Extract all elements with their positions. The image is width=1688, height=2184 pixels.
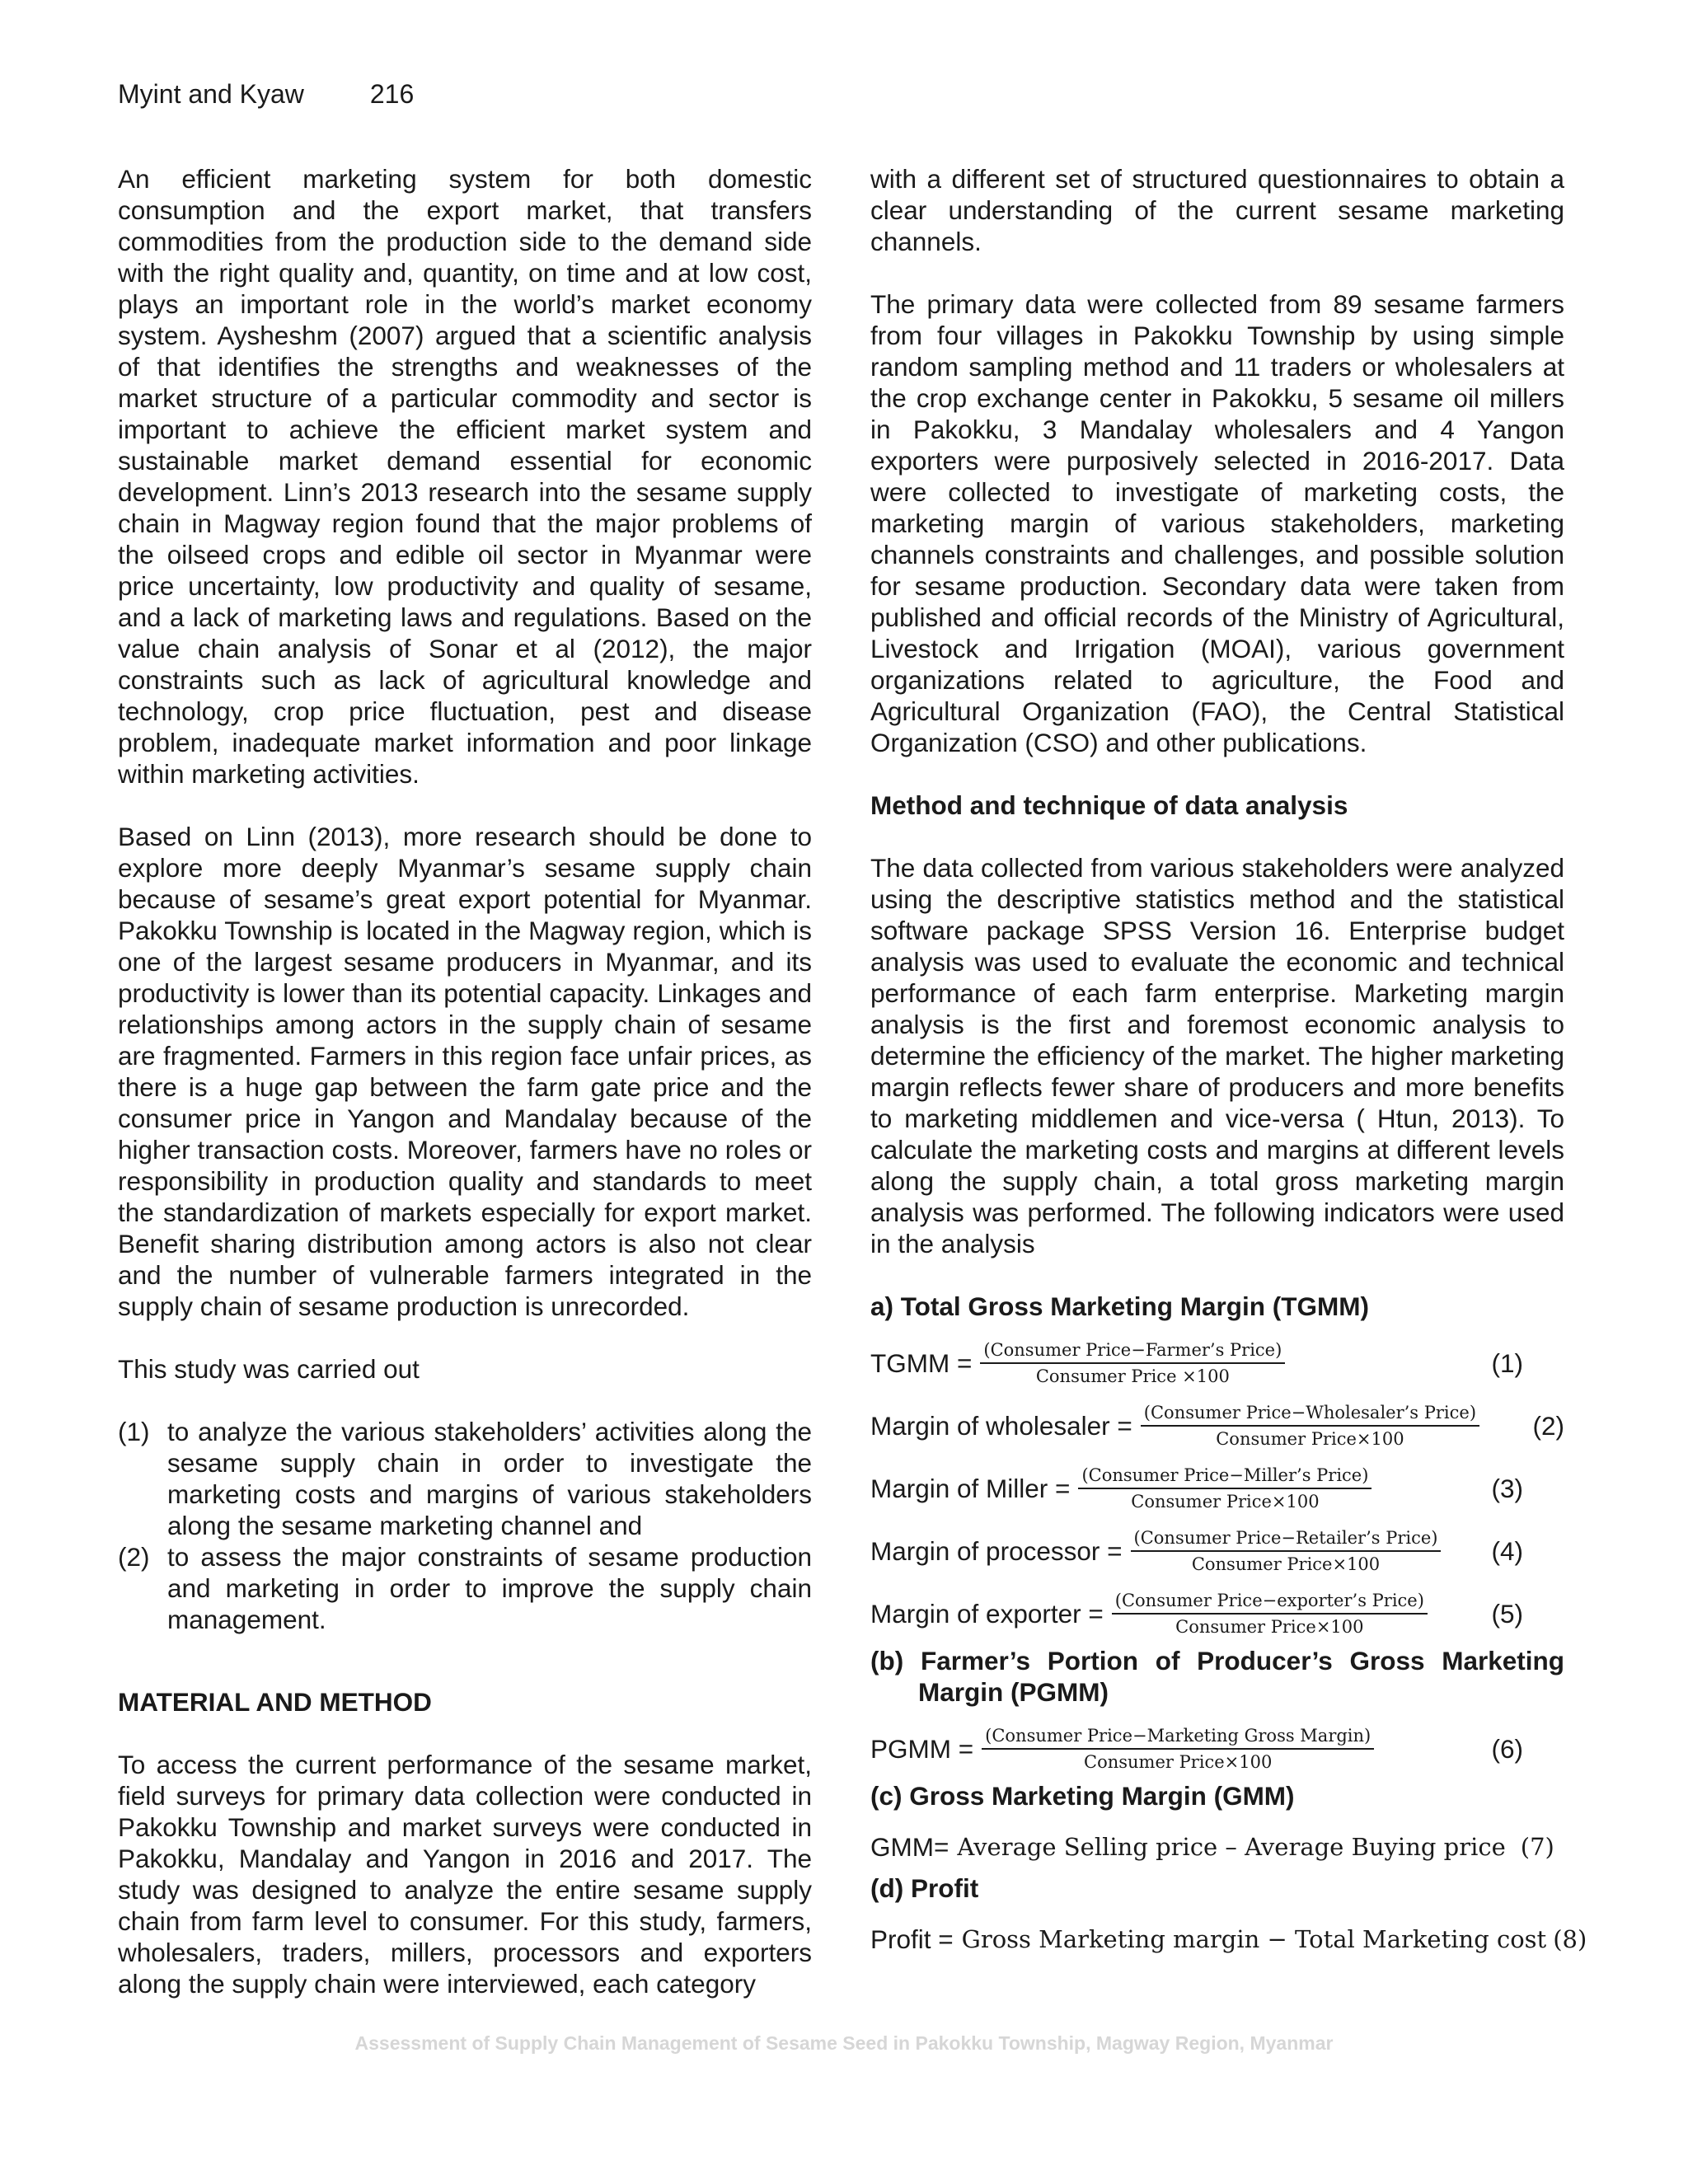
study-aims-list: [118, 1416, 812, 1635]
fraction-numerator: (Consumer Price−Retailer’s Price): [1131, 1527, 1442, 1552]
equation-number: (2): [1532, 1411, 1564, 1441]
running-header: [118, 79, 414, 110]
intro-paragraph-1: An efficient marketing system for both domestic consumption and the export market, that transfers commodities from the production side to the demand side with the right quality and, quantity, on time and at low cost, plays an important role in the world’s market economy system. Aysheshm (2007) argued that a scientific analysis of that identifies the strengths and weaknesses of the market structure of a particular commodity and sector is important to achieve the efficient market system and sustainable market demand essential for economic development. Linn’s 2013 research into the sesame supply chain in Magway region found that the major problems of the oilseed crops and edible oil sector in Myanmar were price uncertainty, low productivity and quality of sesame, and a lack of marketing laws and regulations. Based on the value chain analysis of Sonar et al (2012), the major constraints such as lack of agricultural knowledge and technology, crop price fluctuation, pest and disease problem, inadequate market information and poor linkage within marketing activities.: [118, 164, 812, 789]
equation-number: (6): [1491, 1734, 1523, 1764]
fraction-numerator: (Consumer Price−Marketing Gross Margin): [982, 1725, 1374, 1750]
equation-number: (8): [1553, 1925, 1587, 1953]
fraction-denominator: Consumer Price×100: [1084, 1752, 1273, 1772]
fraction-denominator: Consumer Price×100: [1191, 1554, 1381, 1574]
study-lead-in: This study was carried out: [118, 1354, 420, 1384]
equation-lhs: PGMM =: [870, 1734, 974, 1764]
equation-fraction: [980, 1339, 1285, 1387]
method-paragraph: To access the current performance of the sesame market, field surveys for primary data collection were conducted in Pakokku Township and market surveys were conducted in Pakokku, Mandalay and Yangon in 2016 and 2017. The study was designed to analyze the entire sesame supply chain from farm level to consumer. For this study, farmers, wholesalers, traders, millers, processors and exporters along the supply chain were interviewed, each category: [118, 1750, 812, 1999]
study-aim-text: to analyze the various stakeholders’ activities along the sesame supply chain in order to investigate the marketing costs and margins of various stakeholders along the sesame marketing channel and: [167, 1417, 812, 1540]
equation-fraction: [1141, 1402, 1479, 1450]
equation-5: [870, 1582, 1564, 1645]
intro-paragraph-2: Based on Linn (2013), more research should be done to explore more deeply Myanmar’s sesame supply chain because of sesame’s great export potential for Myanmar. Pakokku Township is located in the Magway region, which is one of the largest sesame producers in Myanmar, and its productivity is lower than its potential capacity. Linkages and relationships among actors in the supply chain of sesame are fragmented. Farmers in this region face unfair prices, as there is a huge gap between the farm gate price and the consumer price in Yangon and Mandalay because of the higher transaction costs. Moreover, farmers have no roles or responsibility in production quality and standards to meet the standardization of markets especially for export market. Benefit sharing distribution among actors is also not clear and the number of vulnerable farmers integrated in the supply chain of sesame production is unrecorded.: [118, 822, 812, 1321]
heading-gmm: (c) Gross Marketing Margin (GMM): [870, 1781, 1295, 1811]
fraction-numerator: (Consumer Price−exporter’s Price): [1112, 1590, 1428, 1615]
heading-pgmm: (b) Farmer’s Portion of Producer’s Gross Marketing Margin (PGMM): [870, 1646, 1564, 1707]
equation-1: [870, 1332, 1564, 1394]
equation-lhs: Margin of Miller =: [870, 1474, 1071, 1503]
equation-3: [870, 1457, 1564, 1520]
equation-lhs: TGMM =: [870, 1348, 973, 1378]
equation-number: (3): [1491, 1474, 1523, 1503]
equation-number: (4): [1491, 1536, 1523, 1566]
equation-lhs: Margin of exporter =: [870, 1599, 1104, 1629]
analysis-paragraph: The data collected from various stakeholders were analyzed using the descriptive statistics method and the statistical software package SPSS Version 16. Enterprise budget analysis was used to evaluate the economic and technical performance of each farm enterprise. Marketing margin analysis is the first and foremost economic analysis to determine the efficiency of the market. The higher marketing margin reflects fewer share of producers and more benefits to marketing middlemen and vice-versa ( Htun, 2013). To calculate the marketing costs and margins at different levels along the supply chain, a total gross marketing margin analysis was performed. The following indicators were used in the analysis: [870, 853, 1564, 1258]
equation-number: (5): [1491, 1599, 1523, 1629]
section-heading-material-method: MATERIAL AND METHOD: [118, 1687, 432, 1717]
equation-fraction: [1112, 1590, 1428, 1638]
equation-number: (7): [1520, 1833, 1554, 1861]
equation-lhs: Margin of processor =: [870, 1536, 1123, 1566]
heading-tgmm: a) Total Gross Marketing Margin (TGMM): [870, 1291, 1369, 1321]
equation-2: [870, 1394, 1564, 1457]
equation-7: [870, 1821, 1564, 1872]
equation-lhs: Profit =: [870, 1924, 954, 1954]
equation-6: [870, 1718, 1564, 1780]
study-aim-item: [118, 1416, 812, 1541]
fraction-numerator: (Consumer Price−Farmer’s Price): [980, 1339, 1285, 1364]
study-aim-number: (1): [118, 1417, 150, 1446]
equation-rhs: Average Selling price – Average Buying price: [957, 1833, 1506, 1861]
equation-rhs: Gross Marketing margin − Total Marketing cost: [961, 1925, 1547, 1953]
header-page-number: 216: [369, 79, 415, 109]
fraction-denominator: Consumer Price×100: [1175, 1617, 1364, 1637]
equation-lhs: GMM=: [870, 1832, 950, 1862]
heading-profit: (d) Profit: [870, 1873, 979, 1903]
equation-fraction: [1078, 1465, 1372, 1512]
fraction-numerator: (Consumer Price−Miller’s Price): [1078, 1465, 1372, 1489]
equation-fraction: [982, 1725, 1374, 1773]
header-authors: Myint and Kyaw: [118, 79, 304, 109]
analysis-heading: Method and technique of data analysis: [870, 790, 1348, 820]
equation-fraction: [1131, 1527, 1442, 1575]
fraction-numerator: (Consumer Price−Wholesaler’s Price): [1141, 1402, 1479, 1427]
fraction-denominator: Consumer Price×100: [1131, 1492, 1320, 1511]
equation-lhs: Margin of wholesaler =: [870, 1411, 1132, 1441]
right-column: [870, 163, 1587, 1965]
left-column: [118, 163, 812, 2031]
fraction-denominator: Consumer Price ×100: [1035, 1366, 1230, 1386]
study-aim-number: (2): [118, 1542, 150, 1572]
primary-data-paragraph: The primary data were collected from 89 sesame farmers from four villages in Pakokku Township by using simple random sampling method and 11 traders or wholesalers at the crop exchange center in Pakokku, 5 sesame oil millers in Pakokku, 3 Mandalay wholesalers and 4 Yangon exporters were purposively selected in 2016-2017. Data were collected to investigate of marketing costs, the marketing margin of various stakeholders, marketing channels constraints and challenges, and possible solution for sesame production. Secondary data were taken from published and official records of the Ministry of Agricultural, Livestock and Irrigation (MOAI), various government organizations related to agriculture, the Food and Agricultural Organization (FAO), the Central Statistical Organization (CSO) and other publications.: [870, 289, 1564, 757]
continued-paragraph: with a different set of structured questionnaires to obtain a clear understanding of the current sesame marketing channels.: [870, 164, 1564, 256]
study-aim-text: to assess the major constraints of sesame production and marketing in order to improve the supply chain management.: [167, 1542, 812, 1634]
equation-number: (1): [1491, 1348, 1523, 1378]
study-aim-item: [118, 1541, 812, 1635]
running-footer: Assessment of Supply Chain Management of Sesame Seed in Pakokku Township, Magway Region, Myanmar: [354, 2032, 1334, 2054]
equation-8: [870, 1914, 1587, 1965]
fraction-denominator: Consumer Price×100: [1216, 1429, 1404, 1449]
equation-4: [870, 1520, 1564, 1582]
